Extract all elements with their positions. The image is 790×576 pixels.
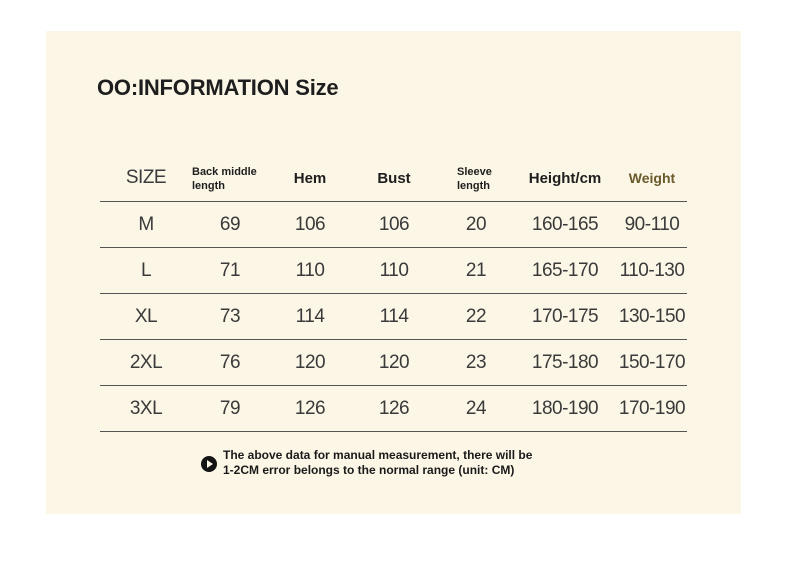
cell-back-middle-length: 71 [219, 259, 241, 281]
cell-bust: 110 [379, 259, 409, 281]
cell-back-middle-length: 69 [219, 213, 241, 235]
table-row [100, 294, 687, 340]
size-table [100, 155, 687, 432]
cell-height: 170-175 [531, 305, 599, 327]
cell-size: 3XL [129, 397, 163, 419]
cell-sleeve-length: 20 [465, 213, 487, 235]
cell-back-middle-length: 76 [219, 351, 241, 373]
cell-hem: 120 [294, 351, 326, 373]
cell-size: XL [134, 305, 158, 327]
cell-sleeve-length: 23 [465, 351, 487, 373]
note-line-2: 1-2CM error belongs to the normal range (unit: CM) [223, 463, 515, 477]
header-bust: Bust [377, 169, 411, 187]
cell-height: 180-190 [531, 397, 599, 419]
header-back-middle-length: Back middle length [192, 166, 257, 192]
cell-bust: 106 [378, 213, 410, 235]
measurement-note [201, 448, 532, 478]
cell-hem: 110 [295, 259, 325, 281]
cell-size: L [140, 259, 152, 281]
page-title: OO:INFORMATION Size [97, 75, 339, 100]
cell-height: 160-165 [531, 213, 599, 235]
cell-weight: 150-170 [618, 351, 686, 373]
note-text [223, 448, 532, 478]
cell-back-middle-length: 73 [219, 305, 241, 327]
header-height: Height/cm [528, 169, 602, 187]
cell-weight: 130-150 [618, 305, 686, 327]
cell-sleeve-length: 22 [465, 305, 487, 327]
cell-height: 175-180 [531, 351, 599, 373]
note-line-1: The above data for manual measurement, there will be [223, 448, 533, 462]
cell-weight: 170-190 [618, 397, 686, 419]
header-hem: Hem [293, 169, 327, 187]
header-weight: Weight [628, 170, 676, 186]
table-row [100, 386, 687, 432]
table-header-row [100, 155, 687, 202]
cell-hem: 106 [294, 213, 326, 235]
play-circle-icon [201, 456, 217, 472]
table-row [100, 248, 687, 294]
cell-hem: 126 [294, 397, 326, 419]
size-chart-card [46, 31, 741, 514]
cell-sleeve-length: 24 [465, 397, 487, 419]
cell-sleeve-length: 21 [465, 259, 487, 281]
cell-height: 165-170 [531, 259, 599, 281]
header-sleeve-length: Sleeve length [457, 166, 492, 192]
cell-bust: 126 [378, 397, 410, 419]
cell-bust: 120 [378, 351, 410, 373]
header-size: SIZE [125, 167, 167, 188]
cell-weight: 90-110 [624, 213, 680, 235]
cell-hem: 114 [295, 305, 325, 327]
cell-size: M [138, 213, 154, 235]
cell-bust: 114 [379, 305, 409, 327]
cell-size: 2XL [129, 351, 163, 373]
cell-weight: 110-130 [619, 259, 685, 281]
table-row [100, 202, 687, 248]
table-row [100, 340, 687, 386]
cell-back-middle-length: 79 [219, 397, 241, 419]
